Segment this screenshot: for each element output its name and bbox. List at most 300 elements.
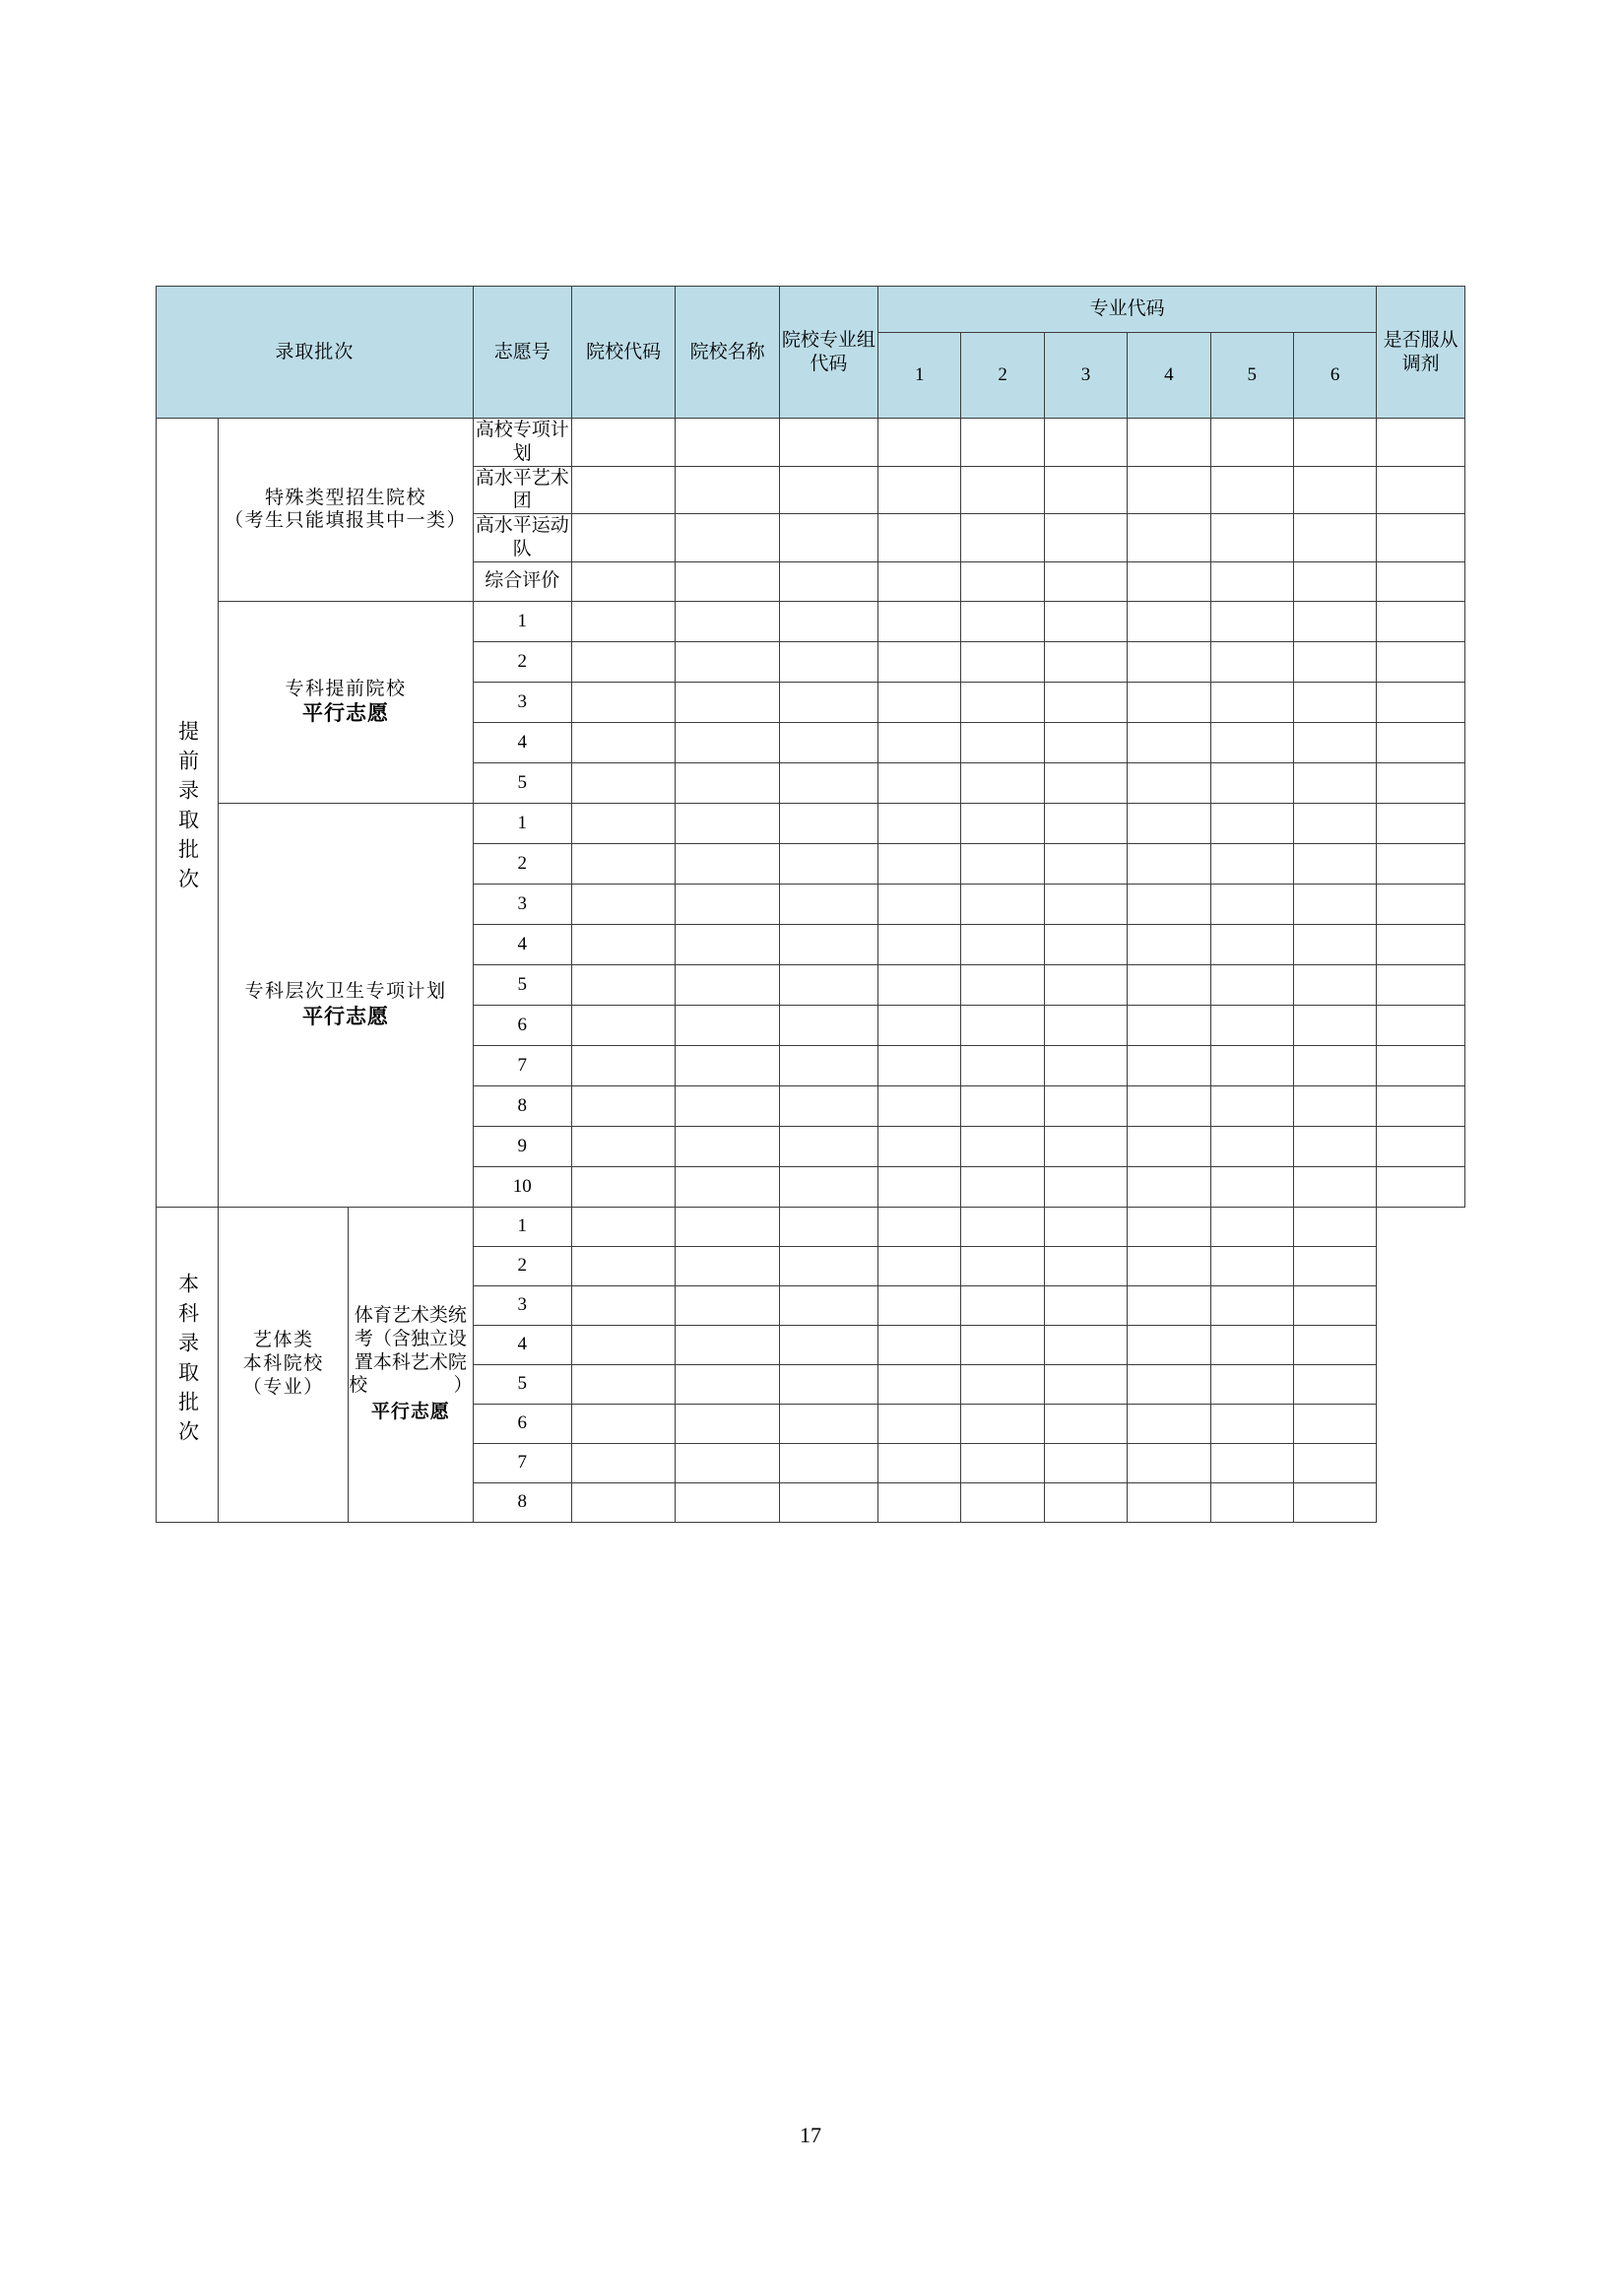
cell-major-5[interactable] <box>1210 561 1293 601</box>
cell-major-4[interactable] <box>1128 682 1210 722</box>
cell-obey-adjust[interactable] <box>1377 641 1465 682</box>
cell-major-3[interactable] <box>1044 601 1127 641</box>
wish-no-cell: 2 <box>473 1246 571 1285</box>
cell-school-code[interactable] <box>571 884 675 924</box>
cell-major-3[interactable] <box>1044 561 1127 601</box>
cell-major-group-code[interactable] <box>779 924 877 964</box>
cell-major-4[interactable] <box>1128 1443 1210 1482</box>
cell-major-3[interactable] <box>1044 1246 1127 1285</box>
cell-major-6[interactable] <box>1293 1325 1376 1364</box>
cell-school-code[interactable] <box>571 1005 675 1045</box>
cell-major-5[interactable] <box>1210 924 1293 964</box>
cell-major-group-code[interactable] <box>779 884 877 924</box>
wish-no-cell: 2 <box>473 641 571 682</box>
cell-major-1[interactable] <box>878 419 961 467</box>
cell-major-4[interactable] <box>1128 466 1210 514</box>
group-label-line1: 艺体类 <box>252 1330 314 1351</box>
wish-no-cell: 1 <box>473 601 571 641</box>
cell-major-2[interactable] <box>961 514 1044 562</box>
cell-major-group-code[interactable] <box>779 641 877 682</box>
cell-school-code[interactable] <box>571 1325 675 1364</box>
cell-school-name[interactable] <box>676 514 779 562</box>
cell-major-group-code[interactable] <box>779 1443 877 1482</box>
cell-major-5[interactable] <box>1210 803 1293 843</box>
wish-no-cell: 1 <box>473 803 571 843</box>
cell-major-group-code[interactable] <box>779 682 877 722</box>
cell-major-6[interactable] <box>1293 1443 1376 1482</box>
cell-major-3[interactable] <box>1044 843 1127 884</box>
cell-major-6[interactable] <box>1293 1285 1376 1325</box>
cell-major-3[interactable] <box>1044 1364 1127 1404</box>
cell-obey-adjust[interactable] <box>1377 884 1465 924</box>
cell-school-code[interactable] <box>571 1443 675 1482</box>
cell-major-1[interactable] <box>878 1005 961 1045</box>
cell-school-name[interactable] <box>676 419 779 467</box>
cell-major-5[interactable] <box>1210 762 1293 803</box>
group-label-zhuanke-advance <box>219 601 473 803</box>
cell-major-4[interactable] <box>1128 1085 1210 1126</box>
cell-major-2[interactable] <box>961 641 1044 682</box>
cell-school-code[interactable] <box>571 924 675 964</box>
cell-major-6[interactable] <box>1293 884 1376 924</box>
cell-school-name[interactable] <box>676 1045 779 1085</box>
cell-major-3[interactable] <box>1044 1404 1127 1443</box>
cell-major-2[interactable] <box>961 1045 1044 1085</box>
cell-major-3[interactable] <box>1044 1443 1127 1482</box>
cell-major-5[interactable] <box>1210 884 1293 924</box>
cell-major-5[interactable] <box>1210 1166 1293 1207</box>
cell-school-name[interactable] <box>676 1126 779 1166</box>
cell-major-group-code[interactable] <box>779 419 877 467</box>
cell-major-1[interactable] <box>878 1364 961 1404</box>
cell-major-1[interactable] <box>878 1085 961 1126</box>
group-label-parallel: 平行志愿 <box>301 1004 389 1028</box>
cell-school-code[interactable] <box>571 1166 675 1207</box>
cell-major-3[interactable] <box>1044 1285 1127 1325</box>
cell-major-5[interactable] <box>1210 1246 1293 1285</box>
cell-major-3[interactable] <box>1044 1126 1127 1166</box>
cell-major-6[interactable] <box>1293 762 1376 803</box>
cell-school-code[interactable] <box>571 1285 675 1325</box>
cell-major-2[interactable] <box>961 419 1044 467</box>
cell-major-2[interactable] <box>961 682 1044 722</box>
cell-major-1[interactable] <box>878 924 961 964</box>
cell-major-group-code[interactable] <box>779 964 877 1005</box>
cell-school-code[interactable] <box>571 722 675 762</box>
cell-major-4[interactable] <box>1128 419 1210 467</box>
cell-school-name[interactable] <box>676 682 779 722</box>
cell-major-2[interactable] <box>961 843 1044 884</box>
cell-major-3[interactable] <box>1044 803 1127 843</box>
cell-major-6[interactable] <box>1293 1246 1376 1285</box>
group-label-line3: （专业） <box>242 1376 324 1398</box>
cell-school-code[interactable] <box>571 1482 675 1522</box>
cell-major-3[interactable] <box>1044 1005 1127 1045</box>
cell-obey-adjust[interactable] <box>1377 682 1465 722</box>
cell-major-5[interactable] <box>1210 1005 1293 1045</box>
cell-school-name[interactable] <box>676 1325 779 1364</box>
cell-major-group-code[interactable] <box>779 1166 877 1207</box>
cell-major-group-code[interactable] <box>779 1246 877 1285</box>
cell-major-4[interactable] <box>1128 1045 1210 1085</box>
cell-major-5[interactable] <box>1210 1325 1293 1364</box>
cell-major-group-code[interactable] <box>779 561 877 601</box>
header-major-col-1: 1 <box>878 333 961 419</box>
cell-major-group-code[interactable] <box>779 722 877 762</box>
cell-major-4[interactable] <box>1128 1482 1210 1522</box>
wish-no-cell: 4 <box>473 924 571 964</box>
cell-school-code[interactable] <box>571 1246 675 1285</box>
cell-major-4[interactable] <box>1128 1005 1210 1045</box>
cell-major-2[interactable] <box>961 1443 1044 1482</box>
cell-major-4[interactable] <box>1128 514 1210 562</box>
cell-major-5[interactable] <box>1210 682 1293 722</box>
cell-school-name[interactable] <box>676 884 779 924</box>
cell-school-code[interactable] <box>571 1045 675 1085</box>
cell-major-6[interactable] <box>1293 682 1376 722</box>
cell-major-4[interactable] <box>1128 1246 1210 1285</box>
cell-major-2[interactable] <box>961 884 1044 924</box>
table-body <box>157 419 1465 1523</box>
cell-obey-adjust[interactable] <box>1377 1045 1465 1085</box>
cell-major-2[interactable] <box>961 1364 1044 1404</box>
cell-major-6[interactable] <box>1293 1005 1376 1045</box>
cell-major-2[interactable] <box>961 1005 1044 1045</box>
cell-school-name[interactable] <box>676 1085 779 1126</box>
cell-major-6[interactable] <box>1293 722 1376 762</box>
cell-major-4[interactable] <box>1128 601 1210 641</box>
cell-major-1[interactable] <box>878 1207 961 1246</box>
cell-major-group-code[interactable] <box>779 601 877 641</box>
cell-major-1[interactable] <box>878 803 961 843</box>
cell-major-group-code[interactable] <box>779 514 877 562</box>
cell-major-1[interactable] <box>878 843 961 884</box>
cell-school-code[interactable] <box>571 682 675 722</box>
cell-major-6[interactable] <box>1293 1126 1376 1166</box>
cell-major-3[interactable] <box>1044 1325 1127 1364</box>
cell-major-group-code[interactable] <box>779 762 877 803</box>
cell-obey-adjust[interactable] <box>1377 1126 1465 1166</box>
cell-major-4[interactable] <box>1128 722 1210 762</box>
cell-obey-adjust[interactable] <box>1377 601 1465 641</box>
cell-major-group-code[interactable] <box>779 1207 877 1246</box>
cell-school-name[interactable] <box>676 601 779 641</box>
cell-school-name[interactable] <box>676 466 779 514</box>
cell-school-code[interactable] <box>571 419 675 467</box>
wish-no-cell: 6 <box>473 1005 571 1045</box>
wish-no-cell: 7 <box>473 1443 571 1482</box>
batch-cell-undergrad <box>157 1207 219 1522</box>
wish-no-cell: 1 <box>473 1207 571 1246</box>
cell-major-6[interactable] <box>1293 514 1376 562</box>
cell-major-4[interactable] <box>1128 803 1210 843</box>
cell-major-group-code[interactable] <box>779 1085 877 1126</box>
cell-major-6[interactable] <box>1293 641 1376 682</box>
cell-major-5[interactable] <box>1210 601 1293 641</box>
cell-school-code[interactable] <box>571 514 675 562</box>
cell-school-name[interactable] <box>676 561 779 601</box>
cell-major-5[interactable] <box>1210 419 1293 467</box>
cell-major-3[interactable] <box>1044 884 1127 924</box>
cell-obey-adjust[interactable] <box>1377 924 1465 964</box>
cell-major-1[interactable] <box>878 964 961 1005</box>
cell-major-6[interactable] <box>1293 1482 1376 1522</box>
cell-major-4[interactable] <box>1128 1207 1210 1246</box>
table-row <box>157 419 1465 467</box>
cell-major-6[interactable] <box>1293 964 1376 1005</box>
cell-school-name[interactable] <box>676 1404 779 1443</box>
cell-school-code[interactable] <box>571 803 675 843</box>
subgroup-label-parallel: 平行志愿 <box>370 1402 450 1423</box>
cell-major-3[interactable] <box>1044 1207 1127 1246</box>
cell-major-2[interactable] <box>961 1404 1044 1443</box>
cell-major-3[interactable] <box>1044 964 1127 1005</box>
cell-obey-adjust[interactable] <box>1377 722 1465 762</box>
cell-major-3[interactable] <box>1044 641 1127 682</box>
batch-label-advance: 提前录取批次 <box>175 720 200 898</box>
cell-major-2[interactable] <box>961 924 1044 964</box>
cell-major-3[interactable] <box>1044 722 1127 762</box>
cell-major-5[interactable] <box>1210 641 1293 682</box>
cell-major-1[interactable] <box>878 1482 961 1522</box>
cell-major-6[interactable] <box>1293 419 1376 467</box>
cell-major-2[interactable] <box>961 722 1044 762</box>
cell-school-code[interactable] <box>571 641 675 682</box>
wish-no-special-1: 高校专项计划 <box>473 419 571 467</box>
cell-major-4[interactable] <box>1128 1166 1210 1207</box>
cell-major-group-code[interactable] <box>779 1482 877 1522</box>
cell-major-5[interactable] <box>1210 964 1293 1005</box>
cell-school-code[interactable] <box>571 601 675 641</box>
cell-major-3[interactable] <box>1044 1166 1127 1207</box>
cell-obey-adjust[interactable] <box>1377 843 1465 884</box>
cell-major-4[interactable] <box>1128 1364 1210 1404</box>
cell-obey-adjust[interactable] <box>1377 419 1465 467</box>
cell-school-name[interactable] <box>676 1443 779 1482</box>
cell-major-2[interactable] <box>961 1246 1044 1285</box>
cell-major-1[interactable] <box>878 1166 961 1207</box>
wish-no-cell: 8 <box>473 1085 571 1126</box>
cell-major-5[interactable] <box>1210 1364 1293 1404</box>
volunteer-application-table-wrapper <box>156 286 1465 1523</box>
cell-obey-adjust[interactable] <box>1377 1085 1465 1126</box>
cell-major-6[interactable] <box>1293 924 1376 964</box>
table-header <box>157 287 1465 419</box>
cell-major-2[interactable] <box>961 964 1044 1005</box>
cell-school-code[interactable] <box>571 1085 675 1126</box>
cell-school-name[interactable] <box>676 722 779 762</box>
cell-major-6[interactable] <box>1293 561 1376 601</box>
cell-major-1[interactable] <box>878 1404 961 1443</box>
batch-label-undergrad: 本科录取批次 <box>175 1272 200 1450</box>
cell-school-name[interactable] <box>676 1364 779 1404</box>
cell-major-1[interactable] <box>878 722 961 762</box>
cell-major-group-code[interactable] <box>779 1364 877 1404</box>
cell-major-1[interactable] <box>878 641 961 682</box>
cell-obey-adjust[interactable] <box>1377 762 1465 803</box>
cell-major-1[interactable] <box>878 514 961 562</box>
cell-major-6[interactable] <box>1293 803 1376 843</box>
cell-major-2[interactable] <box>961 601 1044 641</box>
cell-major-3[interactable] <box>1044 1045 1127 1085</box>
cell-major-5[interactable] <box>1210 1443 1293 1482</box>
cell-major-4[interactable] <box>1128 843 1210 884</box>
cell-major-6[interactable] <box>1293 843 1376 884</box>
wish-no-cell: 5 <box>473 762 571 803</box>
header-obey-adjust: 是否服从调剂 <box>1377 287 1465 419</box>
cell-school-name[interactable] <box>676 641 779 682</box>
cell-major-1[interactable] <box>878 1443 961 1482</box>
cell-major-3[interactable] <box>1044 762 1127 803</box>
header-batch: 录取批次 <box>157 287 474 419</box>
cell-major-2[interactable] <box>961 1207 1044 1246</box>
cell-school-code[interactable] <box>571 762 675 803</box>
cell-school-code[interactable] <box>571 843 675 884</box>
cell-major-3[interactable] <box>1044 924 1127 964</box>
cell-major-5[interactable] <box>1210 1482 1293 1522</box>
cell-obey-adjust[interactable] <box>1377 964 1465 1005</box>
cell-major-1[interactable] <box>878 884 961 924</box>
cell-major-4[interactable] <box>1128 1285 1210 1325</box>
cell-major-6[interactable] <box>1293 1207 1376 1246</box>
cell-school-name[interactable] <box>676 964 779 1005</box>
cell-major-group-code[interactable] <box>779 1285 877 1325</box>
cell-major-3[interactable] <box>1044 1085 1127 1126</box>
cell-major-5[interactable] <box>1210 1085 1293 1126</box>
cell-major-3[interactable] <box>1044 514 1127 562</box>
table-row <box>157 1207 1465 1246</box>
cell-major-1[interactable] <box>878 1285 961 1325</box>
cell-school-name[interactable] <box>676 803 779 843</box>
cell-school-name[interactable] <box>676 843 779 884</box>
cell-major-group-code[interactable] <box>779 466 877 514</box>
cell-major-6[interactable] <box>1293 1166 1376 1207</box>
wish-no-cell: 8 <box>473 1482 571 1522</box>
cell-major-2[interactable] <box>961 1085 1044 1126</box>
cell-major-3[interactable] <box>1044 466 1127 514</box>
cell-school-code[interactable] <box>571 964 675 1005</box>
cell-major-1[interactable] <box>878 601 961 641</box>
header-row-1 <box>157 287 1465 333</box>
cell-major-6[interactable] <box>1293 1404 1376 1443</box>
cell-major-5[interactable] <box>1210 722 1293 762</box>
cell-school-code[interactable] <box>571 1126 675 1166</box>
cell-major-6[interactable] <box>1293 601 1376 641</box>
cell-major-1[interactable] <box>878 1325 961 1364</box>
wish-no-cell: 9 <box>473 1126 571 1166</box>
cell-major-6[interactable] <box>1293 1364 1376 1404</box>
table-row <box>157 803 1465 843</box>
cell-major-4[interactable] <box>1128 884 1210 924</box>
wish-no-cell: 3 <box>473 682 571 722</box>
cell-major-2[interactable] <box>961 561 1044 601</box>
cell-obey-adjust[interactable] <box>1377 514 1465 562</box>
cell-major-5[interactable] <box>1210 1285 1293 1325</box>
cell-major-2[interactable] <box>961 1285 1044 1325</box>
cell-major-5[interactable] <box>1210 1207 1293 1246</box>
cell-major-4[interactable] <box>1128 1404 1210 1443</box>
wish-no-cell: 3 <box>473 1285 571 1325</box>
cell-major-2[interactable] <box>961 466 1044 514</box>
cell-major-3[interactable] <box>1044 682 1127 722</box>
cell-major-group-code[interactable] <box>779 1404 877 1443</box>
cell-major-4[interactable] <box>1128 561 1210 601</box>
wish-no-cell: 3 <box>473 884 571 924</box>
cell-major-1[interactable] <box>878 682 961 722</box>
cell-school-name[interactable] <box>676 924 779 964</box>
cell-major-1[interactable] <box>878 561 961 601</box>
cell-obey-adjust[interactable] <box>1377 466 1465 514</box>
cell-obey-adjust[interactable] <box>1377 803 1465 843</box>
group-label-line1: 特殊类型招生院校 <box>264 487 426 508</box>
cell-major-1[interactable] <box>878 1246 961 1285</box>
cell-major-2[interactable] <box>961 1166 1044 1207</box>
cell-major-1[interactable] <box>878 1045 961 1085</box>
cell-obey-adjust[interactable] <box>1377 561 1465 601</box>
cell-major-2[interactable] <box>961 1126 1044 1166</box>
cell-major-1[interactable] <box>878 1126 961 1166</box>
cell-school-name[interactable] <box>676 1246 779 1285</box>
cell-major-group-code[interactable] <box>779 1045 877 1085</box>
cell-major-4[interactable] <box>1128 1126 1210 1166</box>
cell-major-group-code[interactable] <box>779 1126 877 1166</box>
cell-school-code[interactable] <box>571 1364 675 1404</box>
cell-major-2[interactable] <box>961 762 1044 803</box>
cell-major-4[interactable] <box>1128 1325 1210 1364</box>
cell-major-3[interactable] <box>1044 419 1127 467</box>
cell-obey-adjust[interactable] <box>1377 1005 1465 1045</box>
cell-school-code[interactable] <box>571 466 675 514</box>
cell-school-code[interactable] <box>571 1404 675 1443</box>
cell-major-4[interactable] <box>1128 964 1210 1005</box>
cell-major-6[interactable] <box>1293 1085 1376 1126</box>
cell-major-4[interactable] <box>1128 641 1210 682</box>
header-major-col-2: 2 <box>961 333 1044 419</box>
cell-major-group-code[interactable] <box>779 1005 877 1045</box>
cell-major-3[interactable] <box>1044 1482 1127 1522</box>
cell-major-5[interactable] <box>1210 1126 1293 1166</box>
cell-major-1[interactable] <box>878 466 961 514</box>
cell-major-group-code[interactable] <box>779 803 877 843</box>
cell-major-5[interactable] <box>1210 466 1293 514</box>
cell-major-6[interactable] <box>1293 466 1376 514</box>
cell-school-name[interactable] <box>676 1166 779 1207</box>
header-major-code-group: 专业代码 <box>878 287 1377 333</box>
cell-major-2[interactable] <box>961 1482 1044 1522</box>
cell-major-group-code[interactable] <box>779 1325 877 1364</box>
cell-major-2[interactable] <box>961 1325 1044 1364</box>
cell-major-group-code[interactable] <box>779 843 877 884</box>
cell-major-1[interactable] <box>878 762 961 803</box>
cell-school-name[interactable] <box>676 1482 779 1522</box>
cell-major-5[interactable] <box>1210 514 1293 562</box>
cell-school-code[interactable] <box>571 561 675 601</box>
cell-school-name[interactable] <box>676 1285 779 1325</box>
cell-major-6[interactable] <box>1293 1045 1376 1085</box>
cell-school-name[interactable] <box>676 1207 779 1246</box>
cell-major-4[interactable] <box>1128 762 1210 803</box>
cell-school-name[interactable] <box>676 1005 779 1045</box>
cell-major-5[interactable] <box>1210 1045 1293 1085</box>
cell-school-code[interactable] <box>571 1207 675 1246</box>
cell-major-5[interactable] <box>1210 843 1293 884</box>
cell-school-name[interactable] <box>676 762 779 803</box>
cell-obey-adjust[interactable] <box>1377 1166 1465 1207</box>
cell-major-2[interactable] <box>961 803 1044 843</box>
cell-major-4[interactable] <box>1128 924 1210 964</box>
group-label-art-sports <box>219 1207 349 1522</box>
cell-major-5[interactable] <box>1210 1404 1293 1443</box>
